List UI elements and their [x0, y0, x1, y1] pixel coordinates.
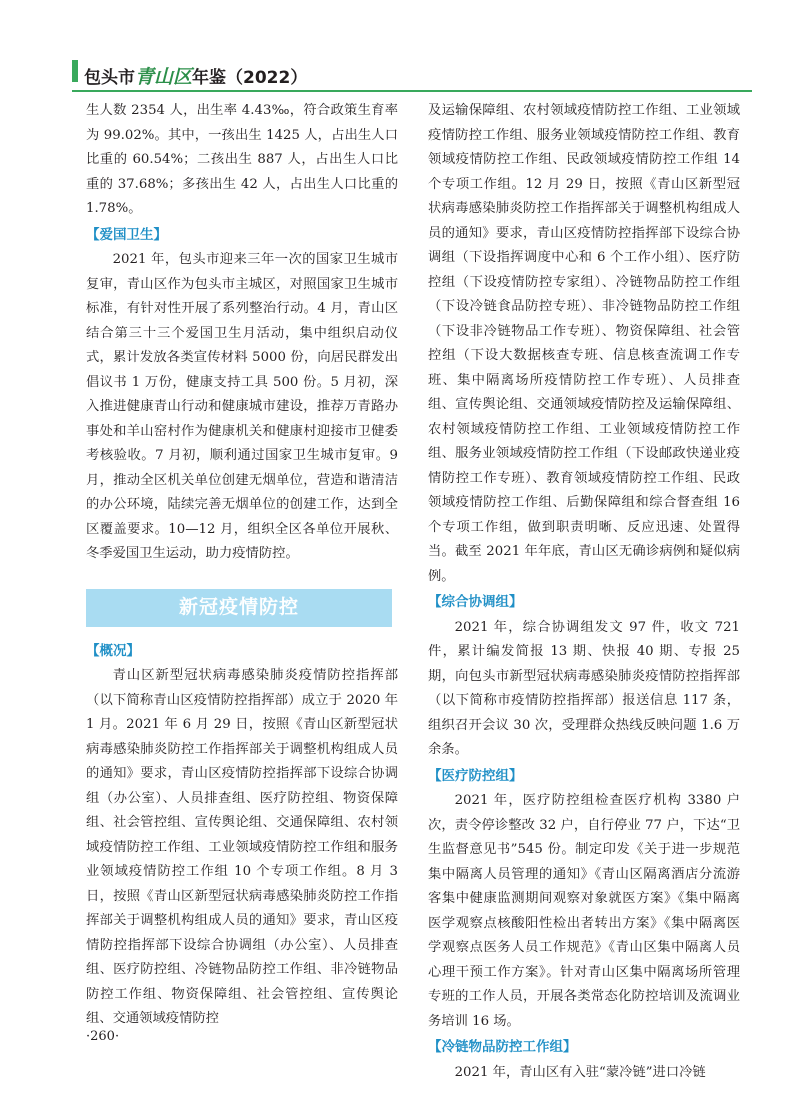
- header-title: [84, 62, 307, 89]
- chapter-banner: 新冠疫情防控: [86, 589, 392, 627]
- header-accent-bar: [72, 60, 78, 82]
- left-column: [86, 99, 398, 1032]
- header-brand: 青山区: [135, 66, 193, 88]
- section-heading-gaikuang: 【概况】: [86, 642, 140, 659]
- right-column: [428, 99, 740, 1085]
- gaikuang-paragraph: 青山区新型冠状病毒感染肺炎疫情防控指挥部（以下简称青山区疫情防控指挥部）成立于 2020 年 1 月。2021 年 6 月 29 日，按照《青山区新型冠状病毒感染肺炎防控工作指挥部关于调整机构组成人员的通知》要求，青山区疫情防控指挥部下设综合协调组（办公室）、人员排查组、医疗防控组、物资保障组、社会管控组、宣传舆论组、交通保障组、农村领域疫情防控工作组、工业领域疫情防控工作组和服务业领域疫情防控工作组 10 个专项工作组。8 月 3 日，按照《青山区新型冠状病毒感染肺炎防控工作指挥部关于调整机构组成人员的通知》要求，青山区疫情防控指挥部下设综合协调组（办公室）、人员排查组、医疗防控组、冷链物品防控工作组、非冷链物品防控工作组、物资保障组、社会管控组、宣传舆论组、交通领域疫情防控: [86, 668, 398, 1026]
- header-suffix: 年鉴（2022）: [192, 68, 308, 88]
- section-heading-lenglian: 【冷链物品防控工作组】: [428, 1039, 577, 1055]
- section-heading-yiliao: 【医疗防控组】: [428, 767, 523, 784]
- section-heading-aiguo: 【爱国卫生】: [86, 226, 167, 243]
- lenglian-paragraph: 2021 年，青山区有入驻“蒙冷链”进口冷链: [454, 1064, 706, 1080]
- yiliao-paragraph: 2021 年，医疗防控组检查医疗机构 3380 户次，责令停诊整改 32 户，自行停业 77 户，下达“卫生监督意见书”545 份。制定印发《关于进一步规范集中隔离人员管理的通知》《青山区隔离酒店分流游客集中健康监测期间观察对象就医方案》《集中隔离医学观察点核酸阳性检出者转出方案》《集中隔离医学观察点医务人员工作规范》《青山区集中隔离人员心理干预工作方案》。针对青山区集中隔离场所管理专班的工作人员，开展各类常态化防控培训及流调业务培训 16 场。: [428, 793, 740, 1029]
- header-rule: [72, 90, 752, 92]
- page-number: ·260·: [86, 1029, 120, 1044]
- section-heading-zonghe: 【综合协调组】: [428, 594, 523, 610]
- running-header: [72, 44, 752, 88]
- aiguo-paragraph: 2021 年，包头市迎来三年一次的国家卫生城市复审，青山区作为包头市主城区，对照国家卫生城市标准，有针对性开展了系列整治行动。4 月，青山区结合第三十三个爱国卫生月活动，集中组织启动仪式，累计发放各类宣传材料 5000 份，向居民群发出倡议书 1 万份，健康支持工具 500 份。5 月初，深入推进健康青山行动和健康城市建设，推荐万青路办事处和羊山窑村作为健康机关和健康村迎接市卫健委考核验收。7 月初，顺利通过国家卫生城市复审。9 月，推动全区机关单位创建无烟单位，营造和谐清洁的办公环境，陆续完善无烟单位的创建工作，达到全区覆盖要求。10—12 月，组织全区各单位开展秋、冬季爱国卫生运动，助力疫情防控。: [86, 252, 398, 561]
- header-prefix: 包头市: [84, 68, 135, 88]
- zonghe-paragraph: 2021 年，综合协调组发文 97 件，收文 721 件，累计编发简报 13 期、快报 40 期、专报 25 期，向包头市新型冠状病毒感染肺炎疫情防控指挥部（以下简称市疫情防控指挥部）报送信息 117 条，组织召开会议 30 次，受理群众热线反映问题 1.6 万余条。: [428, 619, 740, 757]
- continued-paragraph: 及运输保障组、农村领域疫情防控工作组、工业领域疫情防控工作组、服务业领域疫情防控工作组、教育领域疫情防控工作组、民政领域疫情防控工作组 14 个专项工作组。12 月 29 日，按照《青山区新型冠状病毒感染肺炎防控工作指挥部关于调整机构组成人员的通知》要求，青山区疫情防控指挥部下设综合协调组（下设指挥调度中心和 6 个工作小组）、医疗防控组（下设疫情防控专家组）、冷链物品防控工作组（下设冷链食品防控专班）、非冷链物品防控工作组（下设非冷链物品工作专班）、物资保障组、社会管控组（下设大数据核查专班、信息核查流调工作专班、集中隔离场所疫情防控工作专班）、人员排查组、宣传舆论组、交通领域疫情防控及运输保障组、农村领域疫情防控工作组、工业领域疫情防控工作组、服务业领域疫情防控工作组（下设邮政快递业疫情防控工作专班）、教育领域疫情防控工作组、民政领域疫情防控工作组、后勤保障组和综合督查组 16 个专项工作组，做到职责明晰、反应迅速、处置得当。截至 2021 年年底，青山区无确诊病例和疑似病例。: [428, 103, 740, 584]
- intro-paragraph: 生人数 2354 人，出生率 4.43‰，符合政策生育率为 99.02%。其中，一孩出生 1425 人，占出生人口比重的 60.54%；二孩出生 887 人，占出生人口比重的 37.68%；多孩出生 42 人，占出生人口比重的 1.78%。: [86, 103, 398, 216]
